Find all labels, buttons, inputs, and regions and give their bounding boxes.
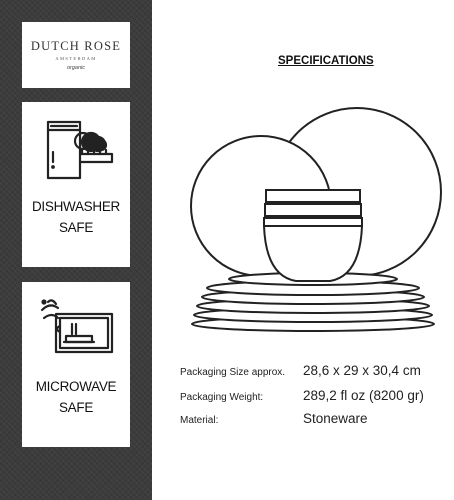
spec-value: Stoneware <box>303 411 368 426</box>
brand-city: AMSTERDAM <box>55 56 97 61</box>
dinnerware-set-illustration <box>174 98 444 346</box>
microwave-safe-badge <box>22 282 130 447</box>
microwave-label-line2: SAFE <box>58 400 94 415</box>
spec-row-material <box>180 410 450 430</box>
spec-value: 289,2 fl oz (8200 gr) <box>303 388 424 403</box>
microwave-safe-label <box>22 376 130 418</box>
brand-name: DUTCH ROSE <box>30 39 122 53</box>
spec-row-packaging-weight <box>180 387 450 407</box>
brand-sub-logo: organic <box>66 65 86 71</box>
spec-value: 28,6 x 29 x 30,4 cm <box>303 363 421 378</box>
specifications-title: SPECIFICATIONS <box>278 55 374 67</box>
left-panel <box>0 0 152 500</box>
bowl-front <box>264 226 362 281</box>
bowl-rim <box>264 218 362 226</box>
spec-label: Packaging Size approx. <box>180 367 286 378</box>
spec-label: Material: <box>180 415 219 426</box>
dishwasher-icon <box>38 116 114 182</box>
spec-label: Packaging Weight: <box>180 392 264 403</box>
microwave-icon <box>38 296 114 362</box>
bowl-rim <box>265 204 361 216</box>
brand-logo-card <box>22 22 130 88</box>
microwave-label-line1: MICROWAVE <box>35 379 117 394</box>
spec-row-packaging-size <box>180 362 450 382</box>
dishwasher-safe-badge <box>22 102 130 267</box>
dishwasher-safe-label <box>22 196 130 238</box>
dishwasher-label-line1: DISHWASHER <box>31 199 120 214</box>
bowl-rim <box>266 190 360 202</box>
dishwasher-label-line2: SAFE <box>58 220 94 235</box>
